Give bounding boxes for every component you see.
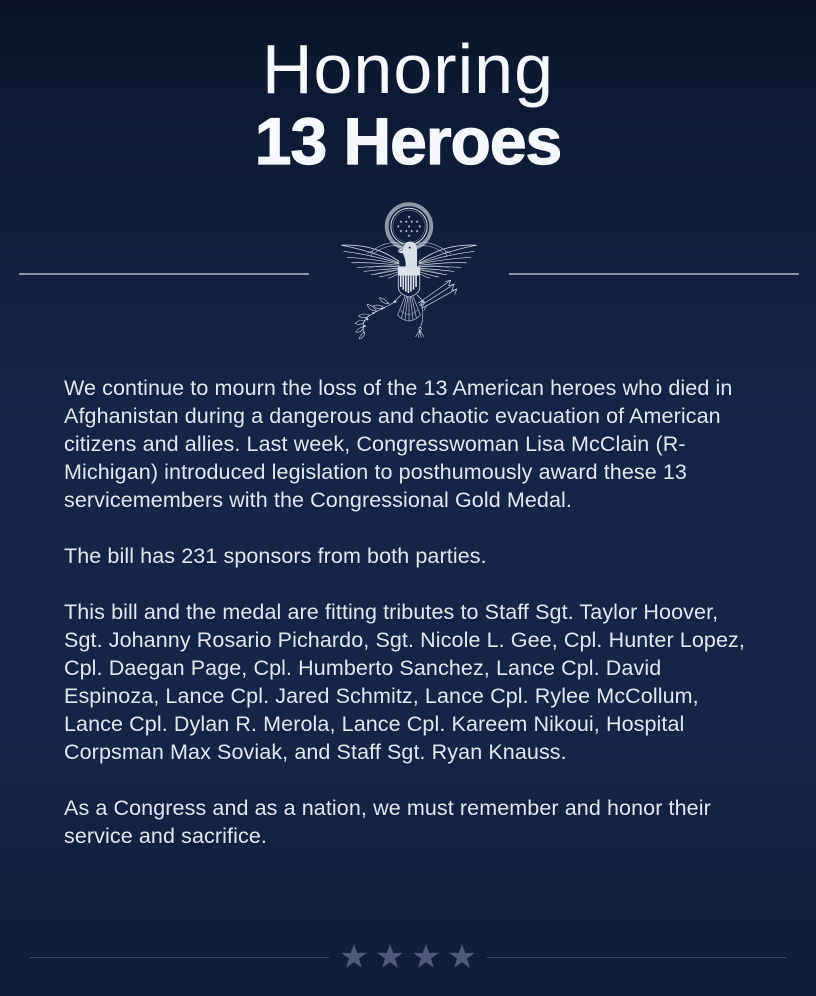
star-icon (447, 942, 477, 972)
footer-line-left (30, 957, 329, 958)
star-icon (375, 942, 405, 972)
body-paragraph: The bill has 231 sponsors from both parties. (64, 544, 487, 568)
star-icon (339, 942, 369, 972)
divider-line-right (509, 273, 799, 275)
star-icon (411, 942, 441, 972)
body-paragraph: We continue to mourn the loss of the 13 American heroes who died in Afghanistan during a dangerous and chaotic evacuation of American citizens and allies. Last week, Congresswoman Lisa McClain (R-Michigan) introduced legislation to posthumously award these 13 servicemembers with the Congressional Gold Medal. (64, 376, 733, 512)
body-paragraph: As a Congress and as a nation, we must remember and honor their service and sacrifice. (64, 796, 711, 848)
seal-divider-row (0, 198, 816, 350)
footer-line-right (487, 957, 786, 958)
footer-decoration (30, 940, 786, 974)
body-text (64, 374, 754, 850)
page-title-light: Honoring (261, 30, 555, 108)
great-seal-eagle-icon (335, 202, 483, 347)
body-paragraph: This bill and the medal are fitting tributes to Staff Sgt. Taylor Hoover, Sgt. Johanny Rosario Pichardo, Sgt. Nicole L. Gee, Cpl. Hunter Lopez, Cpl. Daegan Page, Cpl. Humberto Sanchez, Lance Cpl. David Espinoza, Lance Cpl. Jared Schmitz, Lance Cpl. Rylee McCollum, Lance Cpl. Dylan R. Merola, Lance Cpl. Kareem Nikoui, Hospital Corpsman Max Soviak, and Staff Sgt. Ryan Knauss. (64, 600, 745, 764)
divider-line-left (19, 273, 309, 275)
page-title-bold: 13 Heroes (254, 104, 562, 178)
